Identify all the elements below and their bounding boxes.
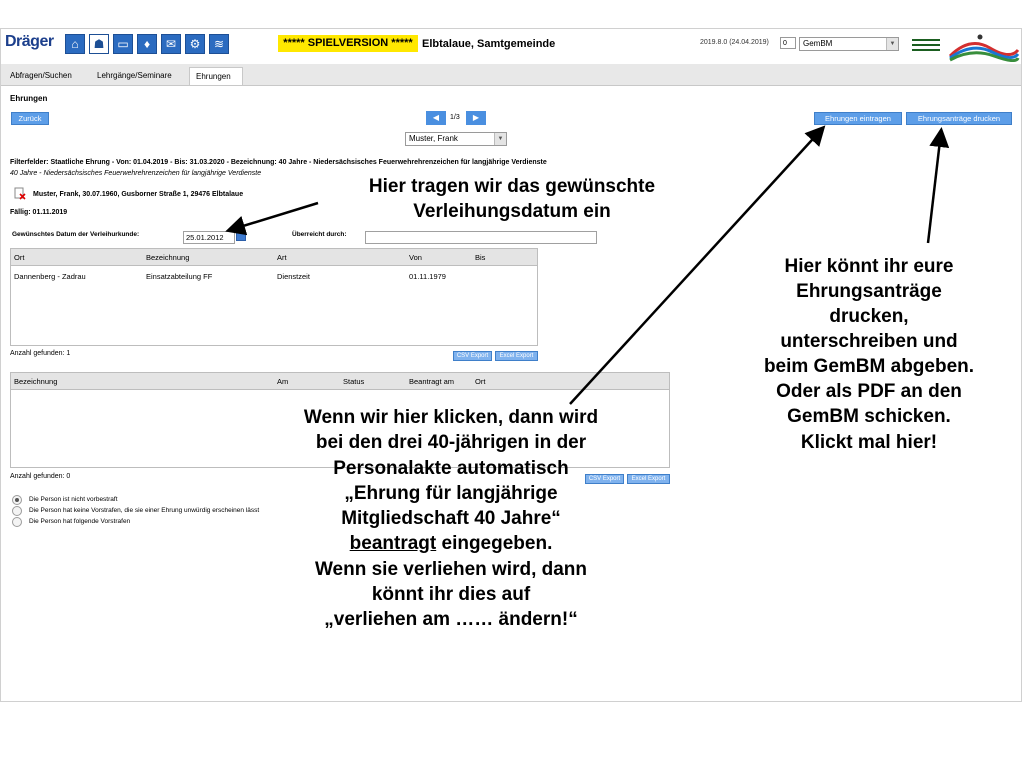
annotation-line: Oder als PDF an den — [776, 381, 962, 403]
date-input[interactable]: 25.01.2012 — [183, 231, 235, 244]
ehrungen-eintragen-button[interactable]: Ehrungen eintragen — [814, 112, 902, 125]
annotation-line: Personalakte automatisch — [333, 457, 569, 479]
annotation-line: bei den drei 40-jährigen in der — [315, 432, 587, 454]
chevron-down-icon: ▼ — [886, 38, 898, 50]
filter-fields: Filterfelder: Staatliche Ehrung - Von: 01.04.2019 - Bis: 31.03.2020 - Bezeichnung: 40 Jahre - Niedersächsisches Feuerwehrehrenzeichen für langjährige Verdienste — [10, 159, 547, 166]
mail-icon[interactable]: ✉ — [161, 34, 181, 54]
result-count: Anzahl gefunden: 1 — [10, 350, 71, 357]
annotation-line: „verliehen am …… ändern!“ — [324, 609, 578, 631]
column-header[interactable]: Status — [343, 377, 365, 386]
page-title: Ehrungen — [10, 94, 48, 103]
annotation-line — [246, 531, 656, 556]
subtitle: 40 Jahre - Niedersächsisches Feuerwehrehrenzeichen für langjährige Verdienste — [10, 170, 262, 177]
tab-ehrungen[interactable]: Ehrungen — [189, 67, 243, 85]
result-count: Anzahl gefunden: 0 — [10, 473, 71, 480]
alarm-icon[interactable]: ♦ — [137, 34, 157, 54]
spielversion-banner: ***** SPIELVERSION ***** — [278, 35, 418, 52]
radio-label: Die Person hat folgende Vorstrafen — [29, 518, 131, 525]
ueberreicht-label: Überreicht durch: — [292, 231, 347, 238]
column-header[interactable]: Bezeichnung — [14, 377, 58, 386]
layers-icon[interactable]: ≋ — [209, 34, 229, 54]
table-cell: Einsatzabteilung FF — [146, 272, 213, 281]
table-cell: 01.11.1979 — [409, 272, 446, 281]
annotation-line: Hier tragen wir das gewünschte — [368, 176, 656, 197]
column-header[interactable]: Bis — [475, 253, 486, 262]
annotation-line: Ehrungsanträge — [796, 281, 942, 303]
column-header[interactable]: Beantragt am — [409, 377, 455, 386]
csv-export-button[interactable]: CSV Export — [453, 351, 492, 361]
column-header[interactable]: Bezeichnung — [146, 253, 190, 262]
date-label: Gewünschtes Datum der Verleihurkunde: — [12, 231, 140, 238]
annotation-line: „Ehrung für langjährige — [344, 482, 558, 504]
annotation-line: Klickt mal hier! — [800, 431, 938, 453]
annotation-enter — [246, 405, 656, 632]
excel-export-button[interactable]: Excel Export — [495, 351, 538, 361]
tab-abfragen[interactable]: Abfragen/Suchen — [10, 71, 72, 80]
counter-box: 0 — [780, 37, 796, 49]
chevron-down-icon: ▼ — [494, 133, 506, 145]
organization-name: Elbtalaue, Samtgemeinde — [422, 38, 556, 50]
table-cell: Dannenberg - Zadrau — [14, 272, 86, 281]
annotation-line: unterschreiben und — [780, 331, 958, 353]
pager-label: 1/3 — [450, 114, 460, 121]
tab-lehrgaenge[interactable]: Lehrgänge/Seminare — [97, 71, 172, 80]
radio-label: Die Person hat keine Vorstrafen, die sie einer Ehrung unwürdig erscheinen lässt — [29, 507, 260, 514]
annotation-line: Hier könnt ihr eure — [784, 256, 954, 277]
gear-icon[interactable]: ⚙ — [185, 34, 205, 54]
annotation-date — [326, 174, 698, 224]
annotation-line: Verleihungsdatum ein — [413, 201, 611, 223]
annotation-line: drucken, — [829, 306, 909, 328]
csv-export-button[interactable]: CSV Export — [585, 474, 624, 484]
vehicle-icon[interactable]: ▭ — [113, 34, 133, 54]
annotation-line: GemBM schicken. — [787, 406, 951, 428]
excel-export-button[interactable]: Excel Export — [627, 474, 670, 484]
due-date: Fällig: 01.11.2019 — [10, 209, 68, 216]
home-icon[interactable]: ⌂ — [65, 34, 85, 54]
annotation-line: Wenn sie verliehen wird, dann — [314, 558, 588, 580]
annotation-print — [734, 254, 1004, 455]
person-icon[interactable]: ☗ — [89, 34, 109, 54]
person-select-value: Muster, Frank — [409, 134, 458, 143]
radio-label: Die Person ist nicht vorbestraft — [29, 496, 118, 503]
version-label: 2019.8.0 (24.04.2019) — [700, 39, 769, 46]
annotation-line: könnt ihr dies auf — [371, 583, 531, 605]
annotation-line: Mitgliedschaft 40 Jahre“ — [341, 508, 561, 530]
annotation-line: beim GemBM abgeben. — [763, 356, 975, 378]
column-header[interactable]: Ort — [14, 253, 25, 262]
person-details: Muster, Frank, 30.07.1960, Gusborner Straße 1, 29476 Elbtalaue — [33, 191, 244, 198]
annotation-underlined: beantragt — [349, 533, 437, 555]
role-select-value: GemBM — [803, 39, 833, 48]
back-button[interactable]: Zurück — [11, 112, 49, 125]
column-header[interactable]: Von — [409, 253, 422, 262]
pager-prev-button[interactable]: ◀ — [426, 111, 446, 125]
draeger-logo: Dräger — [5, 33, 54, 50]
annotation-fragment: eingegeben. — [436, 533, 553, 555]
pager-next-button[interactable]: ▶ — [466, 111, 486, 125]
ehrungsantraege-drucken-button[interactable]: Ehrungsanträge drucken — [906, 112, 1012, 125]
table-cell: Dienstzeit — [277, 272, 310, 281]
column-header[interactable]: Art — [277, 253, 287, 262]
annotation-line: Wenn wir hier klicken, dann wird — [303, 407, 599, 428]
column-header[interactable]: Am — [277, 377, 289, 386]
column-header[interactable]: Ort — [475, 377, 486, 386]
